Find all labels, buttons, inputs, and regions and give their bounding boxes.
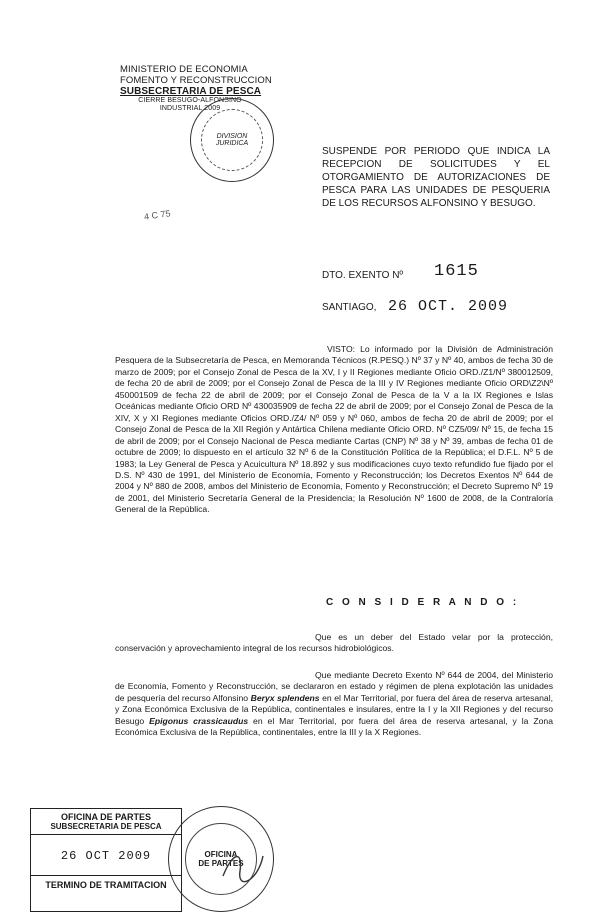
species-beryx: Beryx splendens <box>250 692 320 703</box>
oficina-partes-stamp <box>30 808 182 912</box>
seal-text-1: DIVISION <box>216 133 248 140</box>
para1-text: Que es un deber del Estado velar por la protección, conservación y aprovechamiento integral de los recursos hidrobiológicos. <box>115 632 553 654</box>
stamp-line-1: OFICINA DE PARTES <box>60 812 151 822</box>
decree-number: 1615 <box>434 262 479 281</box>
para2-text-a: Que mediante Decreto Exento Nº 644 de 2004, del Ministerio de Economía, Fomento y Reconstrucción, se declararon en estado y régimen de plena explotación las unidades de pesquería del recurso Alfonsino <box>115 670 553 703</box>
ministry-subline: FOMENTO Y RECONSTRUCCION <box>120 75 272 86</box>
division-juridica-seal <box>190 98 274 182</box>
decree-date-stamp: 26 OCT. 2009 <box>388 298 509 315</box>
para2-text-c: en el Mar Territorial, por fuera del área de reserva artesanal, y la Zona Económica Exclusiva de la República, continentales, entre la III y la X Regiones. <box>115 715 553 738</box>
para2-text-b: en el Mar Territorial, por fuera del área de reserva artesanal, y Zona Económica Exclusiva de la República, continentales e insulares, entre la I y la XII Regiones y del recurso Besugo <box>115 692 554 726</box>
file-ref-year: INDUSTRIAL 2009 <box>159 105 221 112</box>
species-epigonus: Epigonus crassicaudus <box>149 715 249 726</box>
decree-number-label: DTO. EXENTO Nº <box>322 270 404 281</box>
place-label: SANTIAGO, <box>322 302 377 313</box>
margin-note: 4 C 75 <box>143 208 172 222</box>
bottom-seal-text-1: OFICINA <box>204 850 238 859</box>
visto-paragraph <box>115 344 553 516</box>
considerando-paragraph-1 <box>115 632 553 655</box>
considerando-paragraph-2 <box>115 670 553 739</box>
signature-mark <box>218 846 268 886</box>
subsecretaria-line: SUBSECRETARIA DE PESCA <box>120 86 262 97</box>
visto-text: VISTO: Lo informado por la División de Administración Pesquera de la Subsecretaría de Pesca, en Memoranda Técnicos (R.PESQ.) Nº 37 y Nº 40, ambos de fecha 30 de marzo de 2009; por el Consejo Zonal de Pesca de la XV, I y II Regiones mediante Oficio ORD./Z1/Nº 380012509, de fecha 20 de abril de 2009; por el Consejo Zonal de Pesca de la III y IV Regiones mediante Oficio ORD\Z2\Nº 450001509 de fecha 22 de abril de 2009; por el Consejo Zonal de Pesca de la V a la IX Regiones e Islas Oceánicas mediante Oficio ORD Nº 430035909 de fecha 22 de abril de 2009; por el Consejo Zonal de Pesca de la XIV, X y XI Regiones mediante Oficios ORD./Z4/ Nº 059 y Nº 060, ambos de fecha 20 de abril de 2009; por el Consejo Zonal de Pesca de la XII Región y Antártica Chilena mediante Oficio ORD. Nº CZ5/09/ Nº 15, de fecha 15 de abril de 2009; por el Consejo Nacional de Pesca mediante Cartas (CNP) Nº 38 y Nº 39, ambas de fecha 01 de octubre de 2009; lo dispuesto en el artículo 32 Nº 6 de la Constitución Política de la República; el D.F.L. Nº 5 de 1983; la Ley General de Pesca y Acuicultura Nº 18.892 y sus modificaciones cuyo texto refundido fue fijado por el D.S. Nº 430 de 1991, del Ministerio de Economía, Fomento y Reconstrucción; los Decretos Exentos Nº 644 de 2004 y Nº 880 de 2008, ambos del Ministerio de Economía, Fomento y Reconstrucción; el Decreto Supremo Nº 19 de 2001, del Ministerio Secretaría General de la Presidencia; la Resolución Nº 1600 de 2008, de la Contraloría General de la República. <box>115 344 553 515</box>
stamp-line-2: SUBSECRETARIA DE PESCA <box>31 822 181 835</box>
stamp-date: 26 OCT 2009 <box>31 835 181 876</box>
decree-title: SUSPENDE POR PERIODO QUE INDICA LA RECEPCION DE SOLICITUDES Y EL OTORGAMIENTO DE AUTORIZACIONES DE PESCA PARA LAS UNIDADES DE PESQUERIA DE LOS RECURSOS ALFONSINO Y BESUGO. <box>322 146 550 209</box>
bottom-seal-text-2: DE PARTES <box>198 859 244 868</box>
file-ref-line: CIERRE BESUGO-ALFONSINO <box>138 97 242 104</box>
ministry-line: MINISTERIO DE ECONOMIA <box>120 64 248 75</box>
considerando-heading: C O N S I D E R A N D O : <box>326 597 520 608</box>
seal-text-2: JURIDICA <box>215 140 249 147</box>
stamp-line-3: TERMINO DE TRAMITACION <box>45 880 167 890</box>
